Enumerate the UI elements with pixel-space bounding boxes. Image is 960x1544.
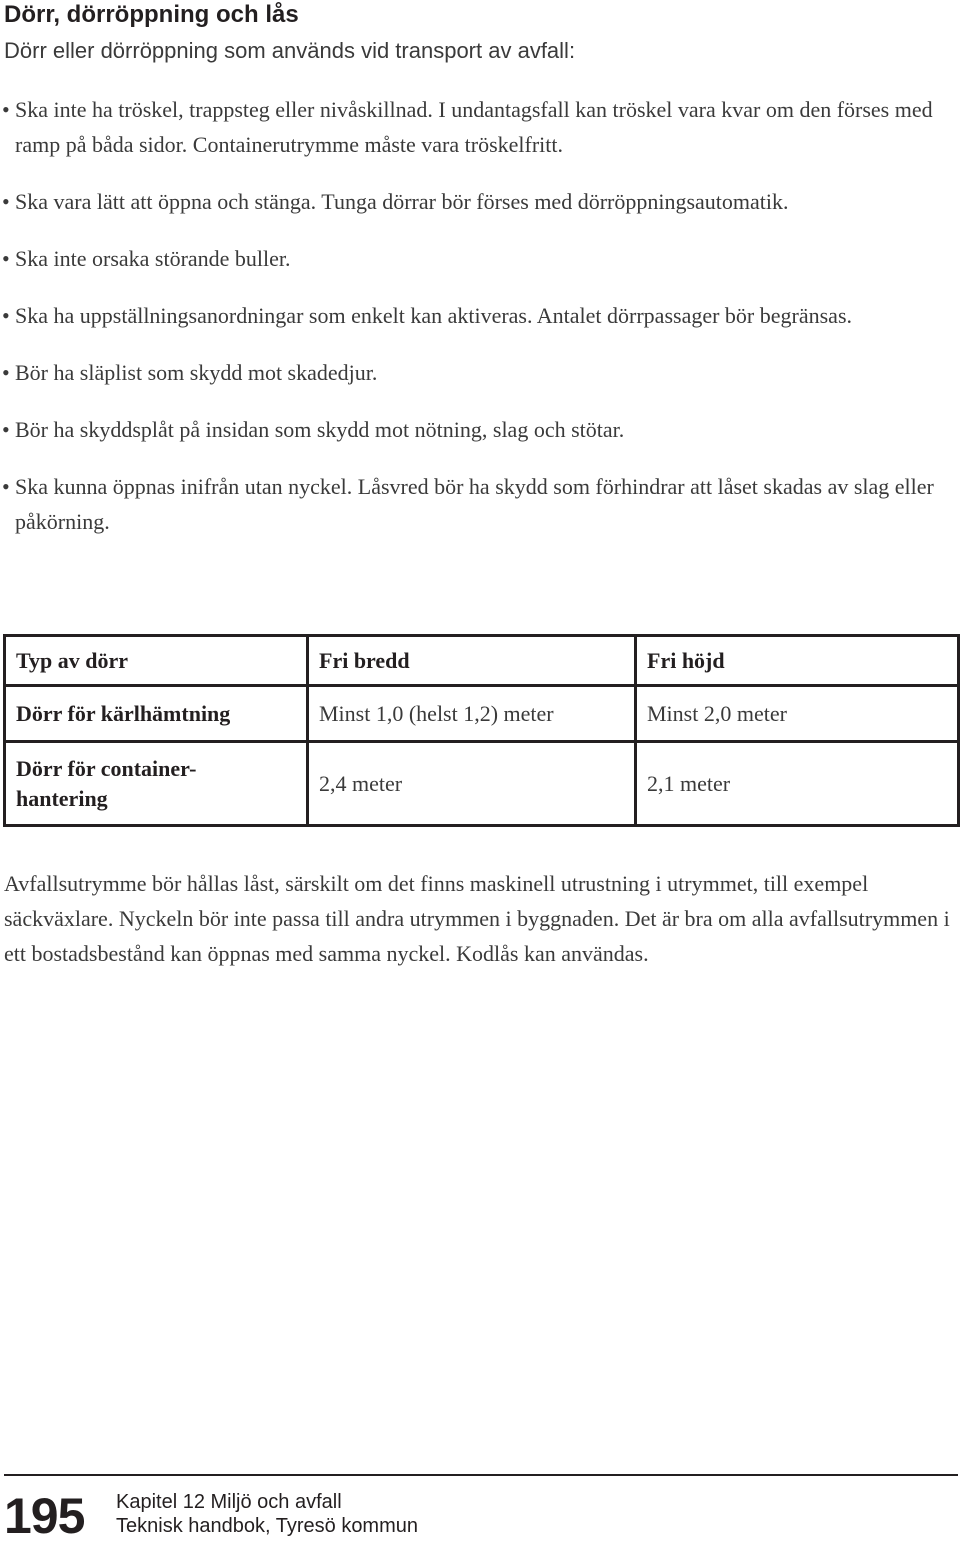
table-cell: Minst 2,0 meter	[636, 686, 959, 742]
list-item-text: Ska ha uppställningsanordningar som enkelt kan aktiveras. Antalet dörrpassager bör begränsas.	[15, 303, 852, 328]
table-header-row	[5, 636, 959, 686]
table-cell: Dörr för kärlhämtning	[5, 686, 308, 742]
requirements-list	[0, 92, 945, 561]
door-dimensions-table	[3, 634, 960, 827]
list-item-text: Ska inte ha tröskel, trappsteg eller nivåskillnad. I undantagsfall kan tröskel vara kvar om den förses med ramp på båda sidor. Containerutrymme måste vara tröskelfritt.	[15, 97, 933, 157]
table-row	[5, 742, 959, 826]
bullet-icon: •	[2, 474, 10, 499]
list-item	[0, 469, 945, 539]
list-item	[0, 184, 945, 219]
table-row	[5, 686, 959, 742]
list-item	[0, 241, 945, 276]
table-header-cell: Fri bredd	[308, 636, 636, 686]
list-item	[0, 92, 945, 162]
footer-chapter: Kapitel 12 Miljö och avfall	[116, 1491, 342, 1513]
table-cell: Minst 1,0 (helst 1,2) meter	[308, 686, 636, 742]
section-heading: Dörr, dörröppning och lås	[4, 1, 299, 28]
bullet-icon: •	[2, 189, 10, 214]
bullet-icon: •	[2, 246, 10, 271]
table-header-cell: Fri höjd	[636, 636, 959, 686]
bullet-icon: •	[2, 303, 10, 328]
table-cell: 2,4 meter	[308, 742, 636, 826]
footer-divider	[4, 1474, 958, 1476]
page-number: 195	[4, 1488, 85, 1544]
closing-paragraph: Avfallsutrymme bör hållas låst, särskilt om det finns maskinell utrustning i utrymmet, till exempel säckväxlare. Nyckeln bör inte passa till andra utrymmen i byggnaden. Det är bra om alla avfallsutrymmen i ett bostadsbestånd kan öppnas med samma nyckel. Kodlås kan användas.	[4, 871, 950, 966]
list-item-text: Bör ha släplist som skydd mot skadedjur.	[15, 360, 378, 385]
list-item-text: Ska kunna öppnas inifrån utan nyckel. Låsvred bör ha skydd som förhindrar att låset skadas av slag eller påkörning.	[15, 474, 934, 534]
table-cell: 2,1 meter	[636, 742, 959, 826]
list-item	[0, 412, 945, 447]
table-cell: Dörr för container- hantering	[5, 742, 308, 826]
list-item	[0, 298, 945, 333]
bullet-icon: •	[2, 360, 10, 385]
table-header-cell: Typ av dörr	[5, 636, 308, 686]
intro-text: Dörr eller dörröppning som används vid transport av avfall:	[4, 38, 576, 63]
list-item	[0, 355, 945, 390]
bullet-icon: •	[2, 417, 10, 442]
bullet-icon: •	[2, 97, 10, 122]
list-item-text: Bör ha skyddsplåt på insidan som skydd mot nötning, slag och stötar.	[15, 417, 625, 442]
footer-book-title: Teknisk handbok, Tyresö kommun	[116, 1515, 419, 1537]
list-item-text: Ska inte orsaka störande buller.	[15, 246, 291, 271]
list-item-text: Ska vara lätt att öppna och stänga. Tunga dörrar bör förses med dörröppningsautomatik.	[15, 189, 789, 214]
